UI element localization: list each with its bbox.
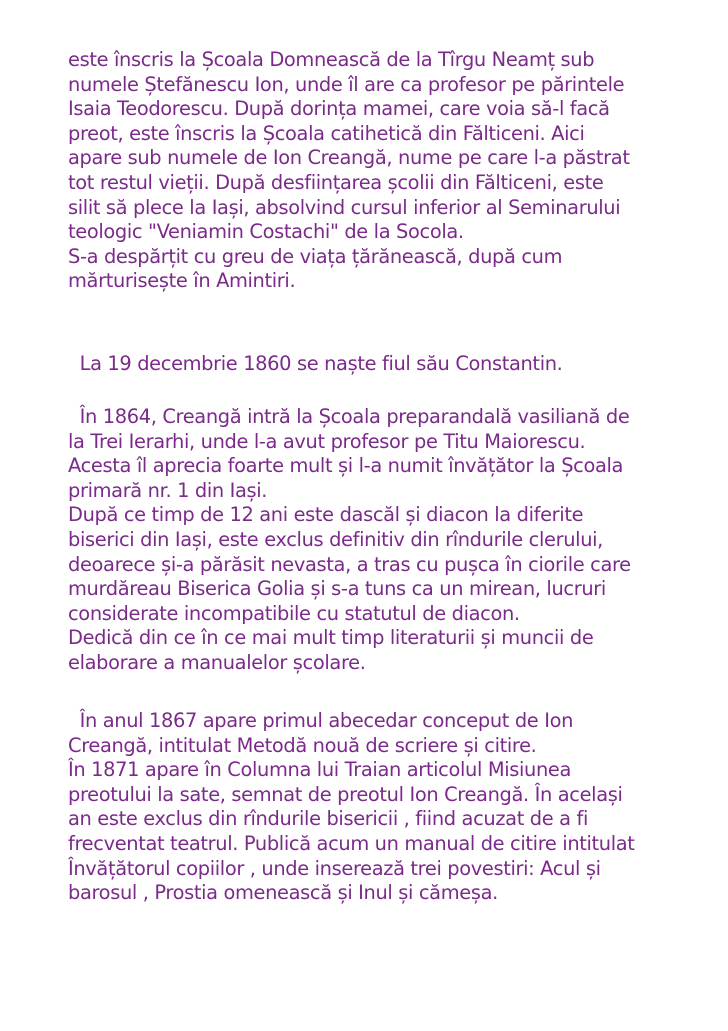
text-line: preot, este înscris la Școala catihetică din Fălticeni. Aici	[68, 121, 585, 145]
text-line: silit să plece la Iași, absolvind cursul inferior al Seminarului	[68, 195, 621, 219]
text-line: la Trei Ierarhi, unde l-a avut profesor pe Titu Maiorescu.	[68, 429, 586, 453]
text-line: preotului la sate, semnat de preotul Ion Creangă. În același	[68, 782, 623, 806]
text-line: barosul , Prostia omenească și Inul și cămeșa.	[68, 881, 498, 905]
paragraph-1	[68, 48, 668, 294]
text-line: Isaia Teodorescu. După dorința mamei, care voia să-l facă	[68, 97, 610, 121]
text-line: numele Ștefănescu Ion, unde îl are ca profesor pe părintele	[68, 72, 625, 96]
paragraph-2	[68, 352, 668, 377]
text-line: primară nr. 1 din Iași.	[68, 478, 268, 502]
text-line: S-a despărțit cu greu de viața țărănească, după cum	[68, 244, 563, 268]
text-line: deoarece și-a părăsit nevasta, a tras cu pușca în ciorile care	[68, 552, 631, 576]
text-line: După ce timp de 12 ani este dascăl și diacon la diferite	[68, 503, 584, 527]
text-line: mărturisește în Amintiri.	[68, 269, 296, 293]
text-line: În 1871 apare în Columna lui Traian articolul Misiunea	[68, 758, 572, 782]
text-line: teologic "Veniamin Costachi" de la Socola.	[68, 220, 464, 244]
text-line: murdăreau Biserica Golia și s-a tuns ca un mirean, lucruri	[68, 577, 606, 601]
text-line: Acesta îl aprecia foarte mult și l-a numit învățător la Școala	[68, 454, 624, 478]
text-line: apare sub numele de Ion Creangă, nume pe care l-a păstrat	[68, 146, 630, 170]
text-line: Învățătorul copiilor , unde inserează trei povestiri: Acul și	[68, 856, 601, 880]
text-line: În 1864, Creangă intră la Școala preparandală vasiliană de	[68, 405, 630, 428]
paragraph-4	[68, 709, 668, 906]
text-line: Dedică din ce în ce mai mult timp literaturii și muncii de	[68, 626, 594, 650]
text-line: frecventat teatrul. Publică acum un manual de citire intitulat	[68, 831, 635, 855]
text-line: tot restul vieții. După desființarea școlii din Fălticeni, este	[68, 170, 604, 194]
text-line: an este exclus din rîndurile bisericii , fiind acuzat de a fi	[68, 807, 588, 831]
text-line: În anul 1867 apare primul abecedar conceput de Ion	[68, 709, 574, 732]
text-line: elaborare a manualelor școlare.	[68, 650, 366, 674]
text-line: Creangă, intitulat Metodă nouă de scriere și citire.	[68, 733, 537, 757]
text-line: este înscris la Școala Domnească de la Tîrgu Neamț sub	[68, 48, 595, 71]
paragraph-3	[68, 405, 668, 676]
text-line: La 19 decembrie 1860 se naște fiul său Constantin.	[68, 352, 563, 375]
text-line: biserici din Iași, este exclus definitiv din rîndurile clerului,	[68, 527, 603, 551]
text-line: considerate incompatibile cu statutul de diacon.	[68, 601, 520, 625]
